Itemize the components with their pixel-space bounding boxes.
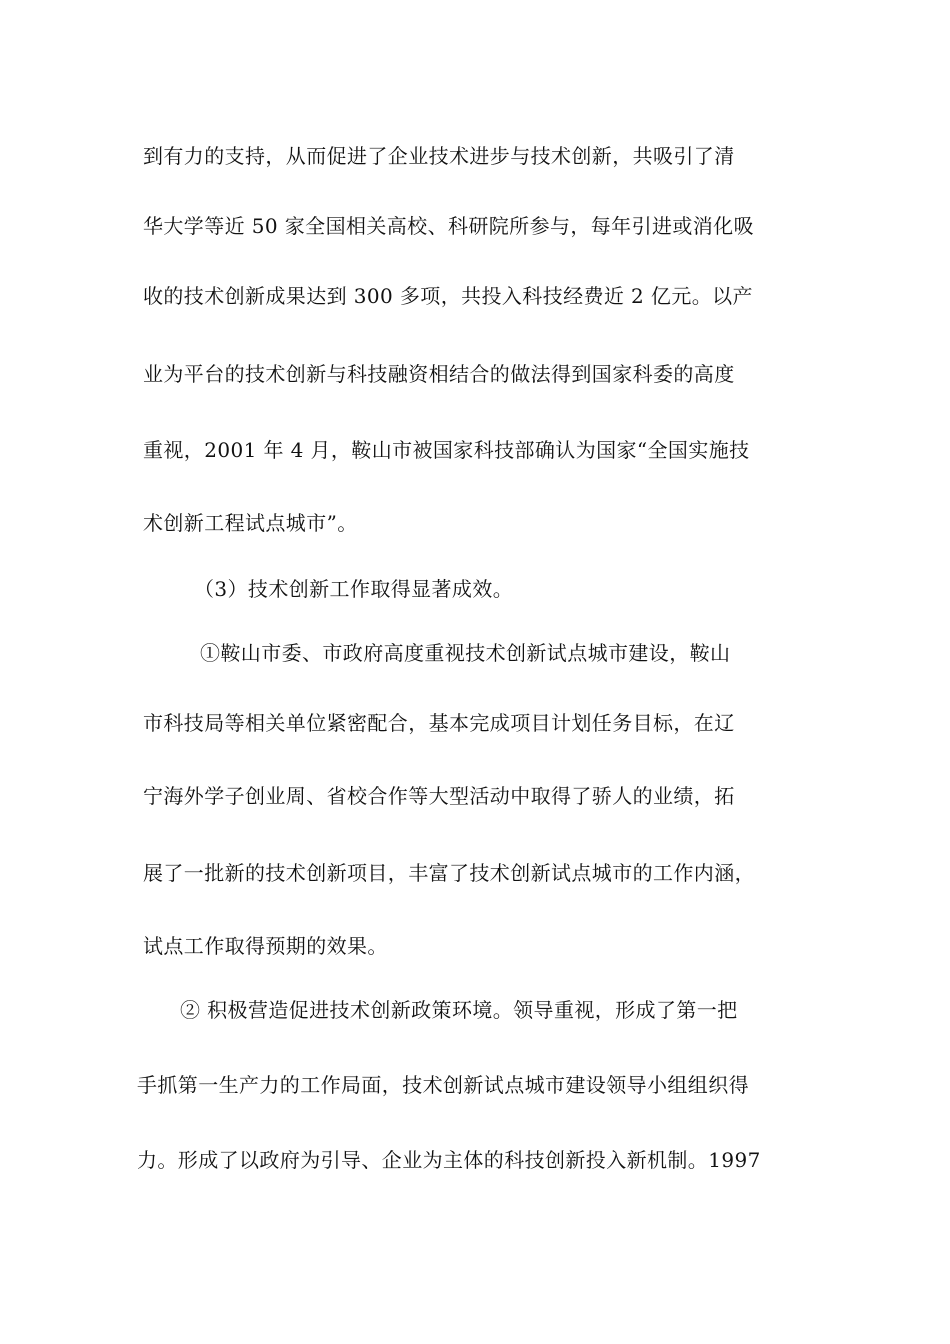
paragraph-line-13: ② 积极营造促进技术创新政策环境。领导重视，形成了第一把 xyxy=(180,998,738,1022)
paragraph-line-6: 术创新工程试点城市”。 xyxy=(143,511,358,535)
paragraph-line-8: ①鞍山市委、市政府高度重视技术创新试点城市建设，鞍山 xyxy=(200,641,731,665)
paragraph-line-14: 手抓第一生产力的工作局面，技术创新试点城市建设领导小组组织得 xyxy=(137,1073,749,1097)
paragraph-line-3: 收的技术创新成果达到 300 多项，共投入科技经费近 2 亿元。以产 xyxy=(143,284,753,308)
paragraph-line-1: 到有力的支持，从而促进了企业技术进步与技术创新，共吸引了清 xyxy=(143,144,735,168)
paragraph-line-5: 重视，2001 年 4 月，鞍山市被国家科技部确认为国家“全国实施技 xyxy=(143,438,750,462)
section-heading-line: （3）技术创新工作取得显著成效。 xyxy=(194,577,514,601)
paragraph-line-12: 试点工作取得预期的效果。 xyxy=(143,934,388,958)
paragraph-line-15: 力。形成了以政府为引导、企业为主体的科技创新投入新机制。1997 xyxy=(137,1148,761,1172)
paragraph-line-9: 市科技局等相关单位紧密配合，基本完成项目计划任务目标，在辽 xyxy=(143,711,735,735)
paragraph-line-10: 宁海外学子创业周、省校合作等大型活动中取得了骄人的业绩，拓 xyxy=(143,784,735,808)
paragraph-line-11: 展了一批新的技术创新项目，丰富了技术创新试点城市的工作内涵， xyxy=(143,861,755,885)
paragraph-line-4: 业为平台的技术创新与科技融资相结合的做法得到国家科委的高度 xyxy=(143,362,735,386)
paragraph-line-2: 华大学等近 50 家全国相关高校、科研院所参与，每年引进或消化吸 xyxy=(143,214,754,238)
